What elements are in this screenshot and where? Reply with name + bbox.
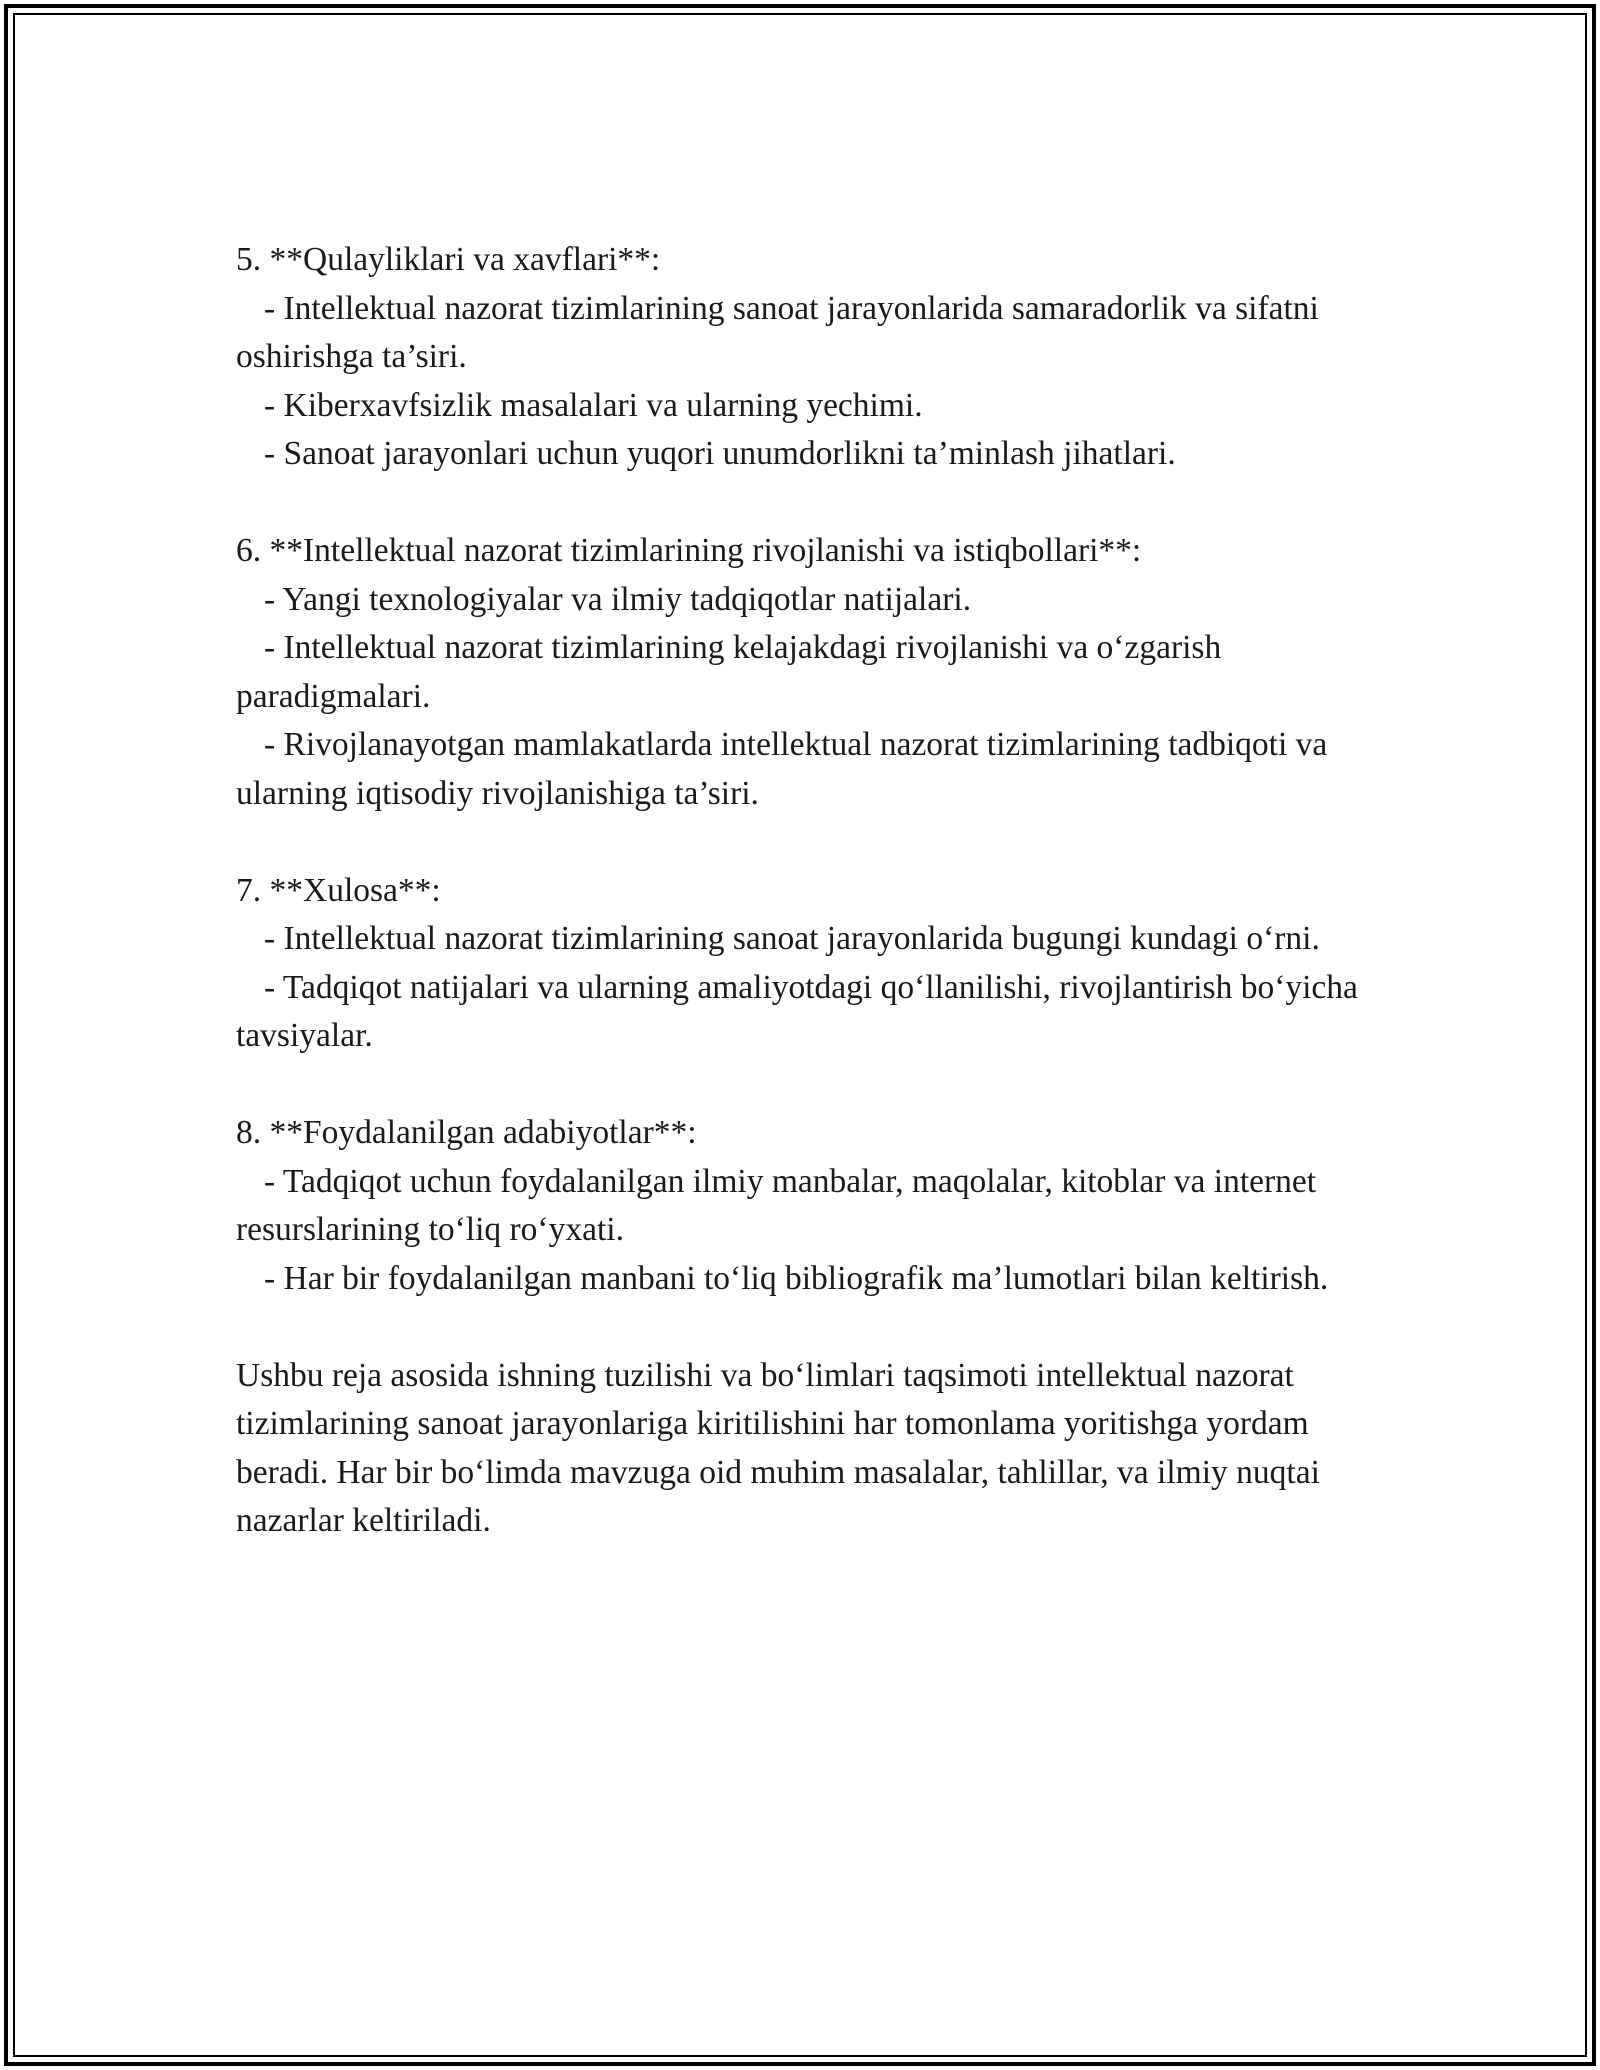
section-item: - Har bir foydalanilgan manbani to‘liq bibliografik ma’lumotlari bilan keltirish. [264,1259,1329,1297]
section-item: - Intellektual nazorat tizimlarining sanoat jarayonlarida bugungi kundagi o‘rni. [264,920,1320,957]
section-item: - Tadqiqot uchun foydalanilgan ilmiy manbalar, maqolalar, kitoblar va internet resurslarining to‘liq ro‘yxati. [236,1162,1317,1248]
conclusion-paragraph: Ushbu reja asosida ishning tuzilishi va bo‘limlari taqsimoti intellektual nazorat tizimlarining sanoat jarayonlariga kiritilishini har tomonlama yoritishga yordam beradi. Har bir bo‘limda mavzuga oid muhim masalalar, tahlillar, va ilmiy nuqtai nazarlar keltiriladi. [236,1356,1320,1539]
section-7 [236,867,1366,1061]
section-heading: 7. **Xulosa**: [236,871,441,909]
section-item: - Sanoat jarayonlari uchun yuqori unumdorlikni ta’minlash jihatlari. [264,435,1176,472]
section-heading: 5. **Qulayliklari va xavflari**: [236,241,661,278]
section-item: - Intellektual nazorat tizimlarining kelajakdagi rivojlanishi va o‘zgarish paradigmalari. [236,629,1222,715]
section-item: - Tadqiqot natijalari va ularning amaliyotdagi qo‘llanilishi, rivojlantirish bo‘yicha tavsiyalar. [236,968,1358,1054]
section-item: - Rivojlanayotgan mamlakatlarda intellektual nazorat tizimlarining tadbiqoti va ularning iqtisodiy rivojlanishiga ta’siri. [236,726,1328,812]
section-item: - Yangi texnologiyalar va ilmiy tadqiqotlar natijalari. [264,580,972,618]
section-8 [236,1109,1366,1303]
section-heading: 6. **Intellektual nazorat tizimlarining rivojlanishi va istiqbollari**: [236,532,1142,569]
section-heading: 8. **Foydalanilgan adabiyotlar**: [236,1114,697,1151]
document-body [236,236,1366,1546]
section-item: - Intellektual nazorat tizimlarining sanoat jarayonlarida samaradorlik va sifatni oshirishga ta’siri. [236,289,1319,375]
section-5 [236,236,1366,479]
section-item: - Kiberxavfsizlik masalalari va ularning yechimi. [264,386,923,424]
section-6 [236,527,1366,818]
